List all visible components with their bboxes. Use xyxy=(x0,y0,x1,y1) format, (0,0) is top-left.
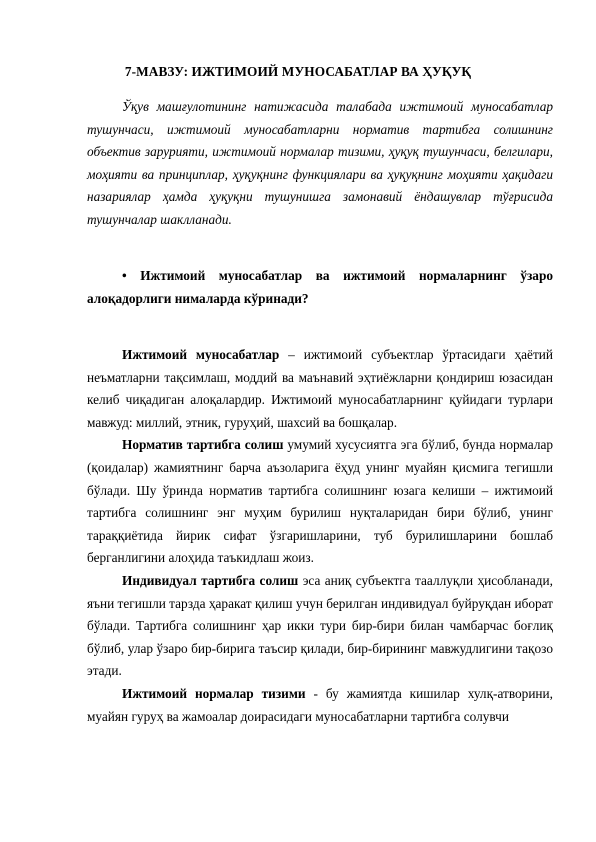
paragraph-social-relations xyxy=(87,344,553,434)
paragraph-social-norms-system xyxy=(87,683,553,728)
question-paragraph xyxy=(87,265,553,310)
paragraph-individual-regulation xyxy=(87,570,553,683)
paragraph-normative-regulation xyxy=(87,434,553,570)
text-social-relations: – ижтимоий субъектлар ўртасидаги ҳаётий неъматларни тақсимлаш, моддий ва маънавий эҳтиёжларни қондириш юзасидан келиб чиқадиган алоқалардир. Ижтимоий муносабатларнинг қуйидаги турлари мавжуд: миллий, этник, гуруҳий, шахсий ва бошқалар. xyxy=(87,347,553,430)
text-social-norms-system: - бу жамиятда кишилар хулқ-атворини, муайян гуруҳ ва жамоалар доирасидаги муносабатларни тартибга солувчи xyxy=(87,685,553,724)
question-section xyxy=(87,265,553,310)
body-section xyxy=(87,344,553,728)
bullet-icon: • xyxy=(122,268,127,283)
text-individual-regulation: эса аниқ субъектга тааллуқли ҳисобланади, яъни тегишли тарзда ҳаракат қилиш учун берилган индивидуал буйруқдан иборат бўлади. Тартибга солишнинг ҳар икки тури бир-бири билан чамбарчас боғлиқ бўлиб, улар ўзаро бир-бирига таъсир қилади, бир-бирининг мавжудлигини тақозо этади. xyxy=(87,572,553,679)
term-social-norms-system: Ижтимоий нормалар тизими xyxy=(122,685,306,701)
term-social-relations: Ижтимоий муносабатлар xyxy=(122,347,280,362)
intro-section xyxy=(87,96,553,232)
term-normative-regulation: Норматив тартибга солиш xyxy=(122,437,284,453)
term-individual-regulation: Индивидуал тартибга солиш xyxy=(122,572,299,588)
intro-paragraph: Ўқув машғулотининг натижасида талабада ижтимоий муносабатлар тушунчаси, ижтимоий муносабатларни норматив тартибга солишнинг объектив зарурияти, ижтимоий нормалар тизими, ҳуқуқ тушунчаси, белгилари, моҳияти ва принциплар, ҳуқуқнинг функциялари ва ҳуқуқнинг моҳияти ҳақидаги назариялар ҳамда ҳуқуқни тушунишга замонавий ёндашувлар тўғрисида тушунчалар шаклланади. xyxy=(87,99,553,227)
page-title: 7-МАВЗУ: ИЖТИМОИЙ МУНОСАБАТЛАР ВА ҲУҚУҚ xyxy=(124,64,472,79)
text-normative-regulation: умумий хусусиятга эга бўлиб, бунда нормалар (қоидалар) жамиятнинг барча аъзоларига ёҳуд унинг муайян қисмига тегишли бўлади. Шу ўринда норматив тартибга солишнинг юзага келиши – ижтимоий тартибга солишнинг энг муҳим бурилиш нуқталаридан бири бўлиб, унинг тараққиётида йирик сифат ўзгаришларини, туб бурилишларини бошлаб берганлигини алоҳида таъкидлаш жоиз. xyxy=(87,437,554,566)
question-text: Ижтимоий муносабатлар ва ижтимоий нормаларнинг ўзаро алоқадорлиги нималарда кўринади? xyxy=(87,268,553,306)
